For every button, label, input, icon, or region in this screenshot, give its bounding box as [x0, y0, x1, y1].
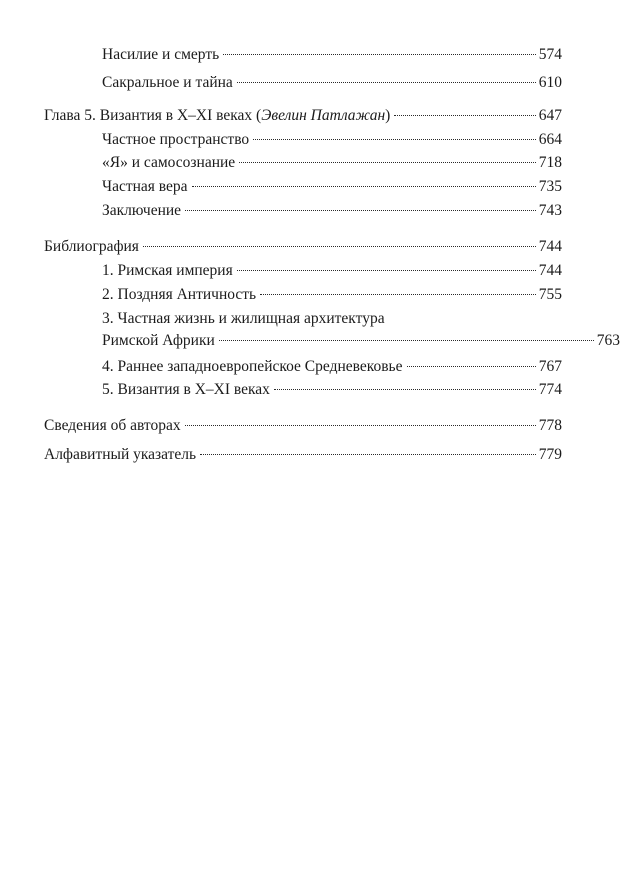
toc-entry-title: Сакральное и тайна: [102, 74, 233, 91]
toc-section-entry: [44, 236, 562, 258]
toc-entry: [44, 284, 562, 306]
toc-entry-title: Заключение: [102, 202, 182, 219]
toc-entry: [44, 129, 562, 151]
dot-leader: [200, 454, 536, 455]
toc-entry-page: 774: [538, 381, 562, 398]
dot-leader: [185, 210, 536, 211]
toc-entry: [44, 356, 562, 378]
toc-entry-page: 610: [538, 74, 562, 91]
dot-leader: [253, 139, 536, 140]
toc-entry: [44, 176, 562, 198]
toc-entry-page: 574: [538, 46, 562, 63]
toc-entry-page: 778: [538, 417, 562, 434]
toc-entry: [44, 44, 562, 66]
toc-entry: [44, 308, 620, 354]
toc-entry-page: 647: [538, 107, 562, 124]
toc-entry-title: Алфавитный указатель: [44, 446, 197, 463]
toc-entry-page: 755: [538, 286, 562, 303]
toc-entry-title: 2. Поздняя Античность: [102, 286, 257, 303]
toc-entry-page: 744: [538, 238, 562, 255]
toc-entry: [44, 260, 562, 282]
toc-entry-title: Частная вера: [102, 178, 188, 195]
dot-leader: [237, 82, 536, 83]
toc-entry-title: 5. Византия в X–XI веках: [102, 381, 270, 398]
toc-entry-title-line1: 3. Частная жизнь и жилищная архитектура: [102, 310, 385, 327]
dot-leader: [407, 366, 536, 367]
toc-entry-title: 4. Раннее западноевропейское Средневековье: [102, 358, 403, 375]
dot-leader: [219, 340, 594, 341]
dot-leader: [274, 389, 536, 390]
toc-entry-page: 779: [538, 446, 562, 463]
toc-entry: [44, 200, 562, 222]
toc-entry-title: «Я» и самосознание: [102, 154, 236, 171]
toc-entry-page: 763: [596, 332, 620, 349]
toc-entry-title: Глава 5. Византия в X–XI веках (Эвелин Патлажан): [44, 107, 391, 124]
toc-entry-title: 1. Римская империя: [102, 262, 233, 279]
toc-entry-title: Библиография: [44, 238, 139, 255]
toc-entry: [44, 379, 562, 401]
dot-leader: [260, 294, 536, 295]
chapter-author: Эвелин Патлажан: [261, 107, 386, 124]
dot-leader: [192, 186, 536, 187]
toc-entry-title: Насилие и смерть: [102, 46, 220, 63]
toc-entry-title: Частное пространство: [102, 131, 250, 148]
toc-entry: [44, 72, 562, 94]
dot-leader: [239, 162, 536, 163]
toc-entry-page: 735: [538, 178, 562, 195]
toc-entry-page: 767: [538, 358, 562, 375]
dot-leader: [223, 54, 536, 55]
toc-entry-page: 718: [538, 154, 562, 171]
dot-leader: [143, 246, 536, 247]
dot-leader: [237, 270, 536, 271]
dot-leader: [394, 115, 535, 116]
toc-entry-page: 664: [538, 131, 562, 148]
dot-leader: [185, 425, 536, 426]
toc-entry-page: 744: [538, 262, 562, 279]
toc-entry: [44, 152, 562, 174]
toc-entry-page: 743: [538, 202, 562, 219]
toc-chapter-entry: [44, 105, 562, 127]
toc-entry-title-line2: Римской Африки: [102, 332, 215, 349]
toc-section-entry: [44, 415, 562, 437]
toc-section-entry: [44, 444, 562, 466]
toc-entry-title: Сведения об авторах: [44, 417, 181, 434]
